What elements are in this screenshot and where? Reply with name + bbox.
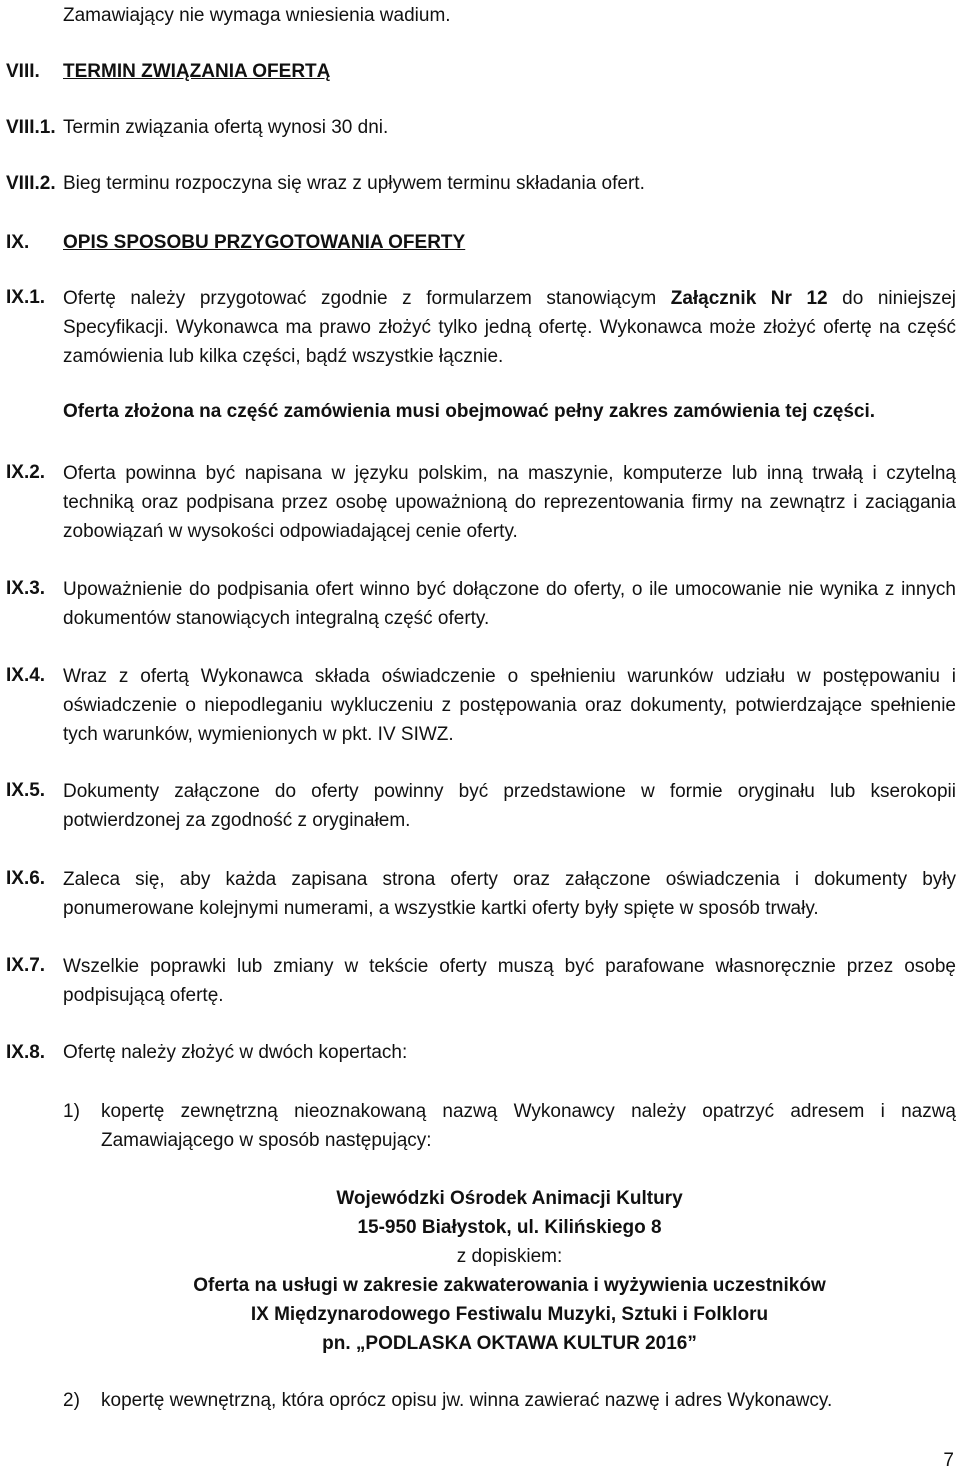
item-9-7-number: IX.7. [6,955,46,976]
item-9-8-text: Ofertę należy złożyć w dwóch kopertach: [63,1042,408,1063]
item-9-1-text [63,284,956,371]
item-9-1-number: IX.1. [6,287,46,308]
item-9-7-text: Wszelkie poprawki lub zmiany w tekście oferty muszą być parafowane własnoręcznie przez osobę podpisującą ofertę. [63,956,956,1006]
item-9-4-text: Wraz z ofertą Wykonawca składa oświadczenie o spełnieniu warunków udziału w postępowaniu i oświadczenie o niepodleganiu wykluczeniu z postępowania oraz dokumenty, potwierdzające spełnienie tych warunków, wymienionych w pkt. IV SIWZ. [63,666,956,745]
item-9-1-text-start: Ofertę należy przygotować zgodnie z formularzem stanowiącym [63,288,671,309]
envelope-list-number-1: 1) [63,1101,80,1122]
address-offer-title: Oferta na usługi w zakresie zakwaterowania i wyżywienia uczestników [193,1275,826,1296]
section-9-number: IX. [6,232,30,253]
item-8-2-text: Bieg terminu rozpoczyna się wraz z upływem terminu składania ofert. [63,173,645,194]
section-8-number: VIII. [6,61,40,82]
section-9-title: OPIS SPOSOBU PRZYGOTOWANIA OFERTY [63,232,466,253]
item-9-6-text: Zaleca się, aby każda zapisana strona oferty oraz załączone oświadczenia i dokumenty były ponumerowane kolejnymi numerami, a wszystkie kartki oferty były spięte w sposób trwały. [63,869,956,919]
item-9-1-note: Oferta złożona na część zamówienia musi obejmować pełny zakres zamówienia tej części. [63,401,876,422]
wadium-statement: Zamawiający nie wymaga wniesienia wadium. [63,5,451,26]
item-9-3-text: Upoważnienie do podpisania ofert winno być dołączone do oferty, o ile umocowanie nie wynika z innych dokumentów stanowiących integralną część oferty. [63,579,956,629]
item-8-1-text: Termin związania ofertą wynosi 30 dni. [63,117,389,138]
address-institution: Wojewódzki Ośrodek Animacji Kultury [336,1188,683,1209]
item-8-2-number: VIII.2. [6,173,56,194]
item-9-4-number: IX.4. [6,665,46,686]
address-event-name: pn. „PODLASKA OKTAWA KULTUR 2016” [322,1333,697,1354]
item-9-3-number: IX.3. [6,578,46,599]
attachment-12-reference: Załącznik Nr 12 [670,288,828,309]
item-9-2-text: Oferta powinna być napisana w języku polskim, na maszynie, komputerze lub inną trwałą i czytelną techniką oraz podpisana przez osobę upoważnioną do reprezentowania firmy na zewnątrz i zaciągania zobowiązań w wysokości odpowiadającej cenie oferty. [63,463,956,542]
address-street: 15-950 Białystok, ul. Kilińskiego 8 [357,1217,662,1238]
item-8-1-number: VIII.1. [6,117,56,138]
item-9-2-number: IX.2. [6,462,46,483]
inner-envelope-instruction: kopertę wewnętrzną, która oprócz opisu jw. winna zawierać nazwę i adres Wykonawcy. [101,1390,833,1411]
page-number: 7 [943,1450,954,1471]
item-9-1-text-end: do niniejszej Specyfikacji. Wykonawca ma prawo złożyć tylko jedną ofertę. Wykonawca może złożyć ofertę na część zamówienia lub kilka części, bądź wszystkie łącznie. [63,288,957,367]
envelope-list-number-2: 2) [63,1390,80,1411]
address-festival-name: IX Międzynarodowego Festiwalu Muzyki, Sztuki i Folkloru [250,1304,769,1325]
address-annotation-label: z dopiskiem: [456,1246,563,1267]
outer-envelope-instruction: kopertę zewnętrzną nieoznakowaną nazwą Wykonawcy należy opatrzyć adresem i nazwą Zamawiającego w sposób następujący: [101,1101,956,1151]
item-9-8-number: IX.8. [6,1042,46,1063]
item-9-6-number: IX.6. [6,868,46,889]
item-9-5-number: IX.5. [6,780,46,801]
section-8-title: TERMIN ZWIĄZANIA OFERTĄ [63,61,331,82]
item-9-5-text: Dokumenty załączone do oferty powinny być przedstawione w formie oryginału lub kserokopii potwierdzonej za zgodność z oryginałem. [63,781,956,831]
envelope-address-block [63,1184,956,1358]
